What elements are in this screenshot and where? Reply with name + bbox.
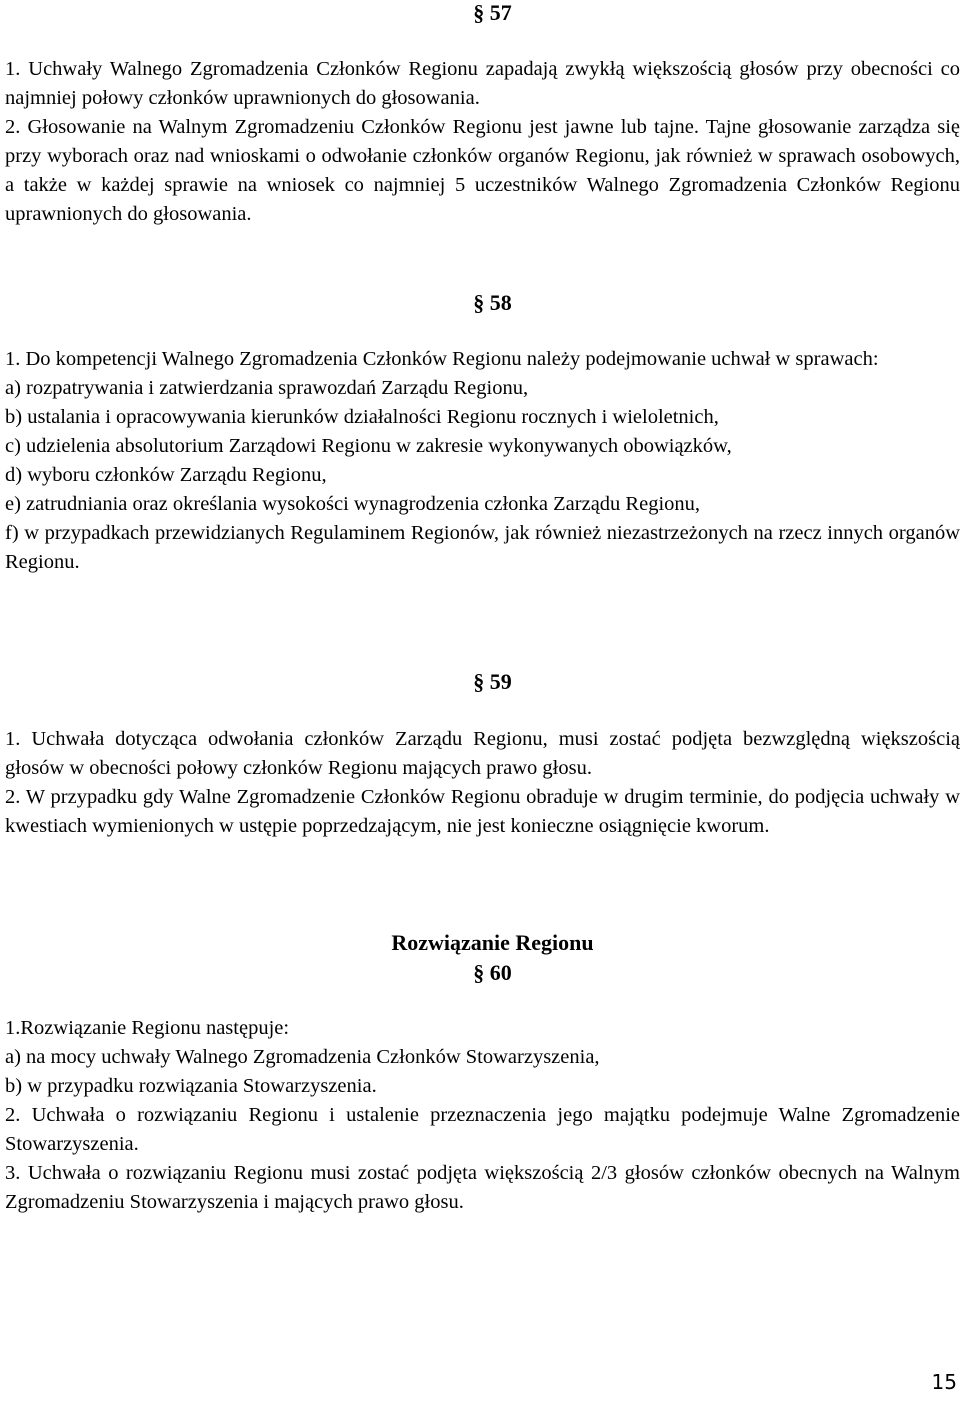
section-60-paragraph-2: 2. Uchwała o rozwiązaniu Regionu i ustalenie przeznaczenia jego majątku podejmuje Walne Zgromadzenie Stowarzyszenia. [5,1104,960,1155]
section-59-heading: § 59 [473,669,512,694]
section-59-paragraph-2: 2. W przypadku gdy Walne Zgromadzenie Członków Regionu obraduje w drugim terminie, do podjęcia uchwały w kwestiach wymienionych w ustępie poprzedzającym, nie jest konieczne osiągnięcie kworum. [5,786,960,837]
section-60-body [5,1014,960,1217]
section-58-item-c: c) udzielenia absolutorium Zarządowi Regionu w zakresie wykonywanych obowiązków, [5,435,732,457]
section-58-heading: § 58 [473,290,512,315]
section-60-paragraph-3: 3. Uchwała o rozwiązaniu Regionu musi zostać podjęta większością 2/3 głosów członków obecnych na Walnym Zgromadzeniu Stowarzyszenia i mających prawo głosu. [5,1162,960,1213]
page-number: 15 [931,1370,957,1394]
section-57-paragraph-1: 1. Uchwały Walnego Zgromadzenia Członków Regionu zapadają zwykłą większością głosów przy obecności co najmniej połowy członków uprawnionych do głosowania. [5,58,960,109]
section-57-paragraph-2: 2. Głosowanie na Walnym Zgromadzeniu Członków Regionu jest jawne lub tajne. Tajne głosowanie zarządza się przy wyborach oraz nad wnioskami o odwołanie członków organów Regionu, jak również w sprawach osobowych, a także w każdej sprawie na wniosek co najmniej 5 uczestników Walnego Zgromadzenia Członków Regionu uprawnionych do głosowania. [5,116,960,225]
section-58-item-e: e) zatrudniania oraz określania wysokości wynagrodzenia członka Zarządu Regionu, [5,493,701,515]
section-58-body [5,345,960,577]
section-58-paragraph-1: 1. Do kompetencji Walnego Zgromadzenia Członków Regionu należy podejmowanie uchwał w sprawach: [5,348,879,370]
section-59-body [5,725,960,841]
section-58-item-b: b) ustalania i opracowywania kierunków działalności Regionu rocznych i wieloletnich, [5,406,719,428]
chapter-title: Rozwiązanie Regionu [391,930,594,955]
section-60-heading: § 60 [473,960,512,985]
section-58-item-d: d) wyboru członków Zarządu Regionu, [5,464,327,486]
section-60-item-a: a) na mocy uchwały Walnego Zgromadzenia Członków Stowarzyszenia, [5,1046,600,1068]
section-57-heading: § 57 [473,0,512,25]
section-59-paragraph-1: 1. Uchwała dotycząca odwołania członków Zarządu Regionu, musi zostać podjęta bezwzględną większością głosów w obecności połowy członków Regionu mających prawo głosu. [5,728,960,779]
section-57-body [5,55,960,229]
section-60-item-b: b) w przypadku rozwiązania Stowarzyszenia. [5,1075,377,1097]
section-58-item-a: a) rozpatrywania i zatwierdzania sprawozdań Zarządu Regionu, [5,377,529,399]
section-58-item-f: f) w przypadkach przewidzianych Regulaminem Regionów, jak również niezastrzeżonych na rzecz innych organów Regionu. [5,522,960,573]
section-60-paragraph-1: 1.Rozwiązanie Regionu następuje: [5,1017,290,1039]
